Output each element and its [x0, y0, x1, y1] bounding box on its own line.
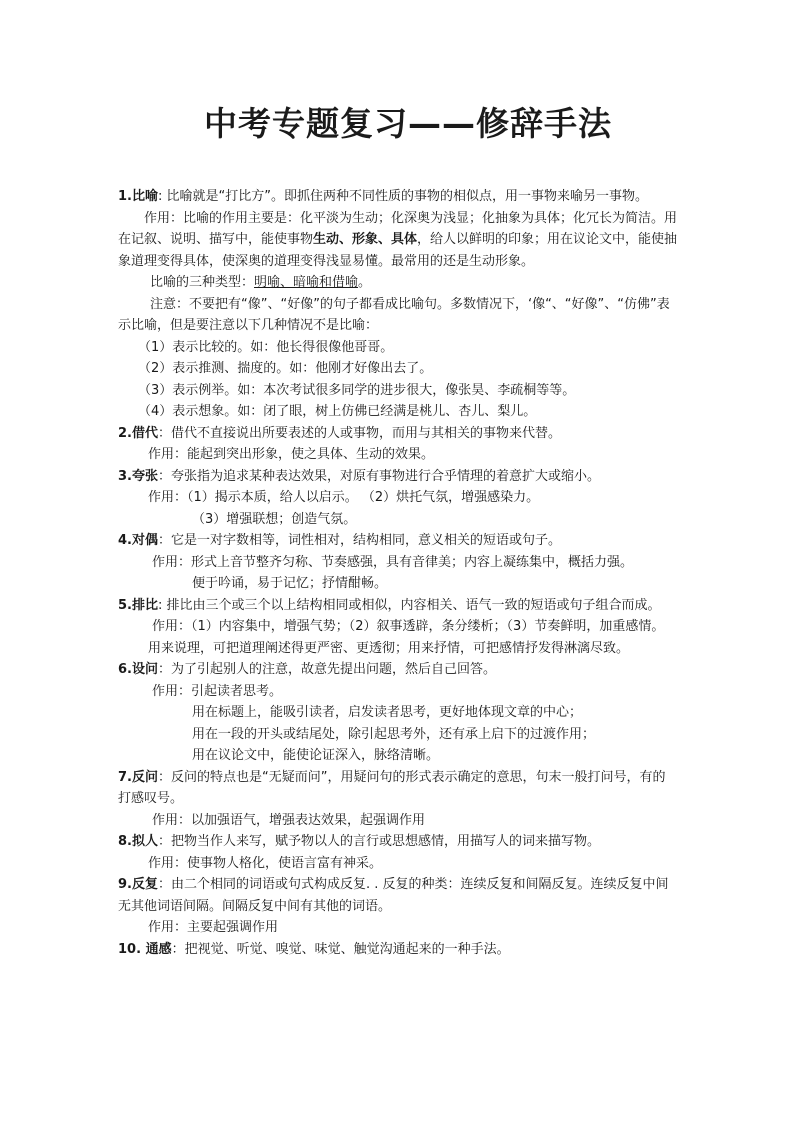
function-item: 用在议论文中，能使论证深入，脉络清晰。 [192, 748, 440, 763]
section-6-function: 作用：引起读者思考。 [152, 683, 283, 699]
section-number: 7. [118, 769, 132, 785]
section-number: 5. [118, 597, 132, 613]
section-definition: ：把物当作人来写，赋予物以人的言行或思想感情，用描写人的词来描写物。 [158, 834, 601, 849]
section-1-function [118, 208, 678, 273]
section-number: 9. [118, 877, 132, 892]
section-term: 借代 [131, 425, 158, 441]
section-number: 10. [118, 941, 146, 957]
section-number: 2. [118, 425, 132, 441]
section-number: 4. [118, 533, 132, 548]
section-term: 比喻 [131, 189, 158, 204]
section-9-definition [118, 874, 678, 917]
case-item: （3）表示例举。如：本次考试很多同学的进步很大，像张昊、李疏桐等等。 [138, 382, 576, 398]
section-term: 反复 [131, 877, 158, 892]
section-term: 设问 [131, 662, 158, 677]
section-8-definition [118, 831, 678, 853]
section-term: 反问 [131, 769, 158, 785]
section-number: 3. [118, 468, 132, 484]
function-item: 用在一段的开头或结尾处，除引起思考外，还有承上启下的过渡作用； [192, 726, 596, 742]
function-item: 用在标题上，能吸引读者，启发读者思考，更好地体现文章的中心； [192, 705, 583, 720]
section-5-definition [118, 595, 678, 617]
section-number: 1. [118, 189, 132, 204]
case-item: （4）表示想象。如：闭了眼，树上仿佛已经满是桃儿、杏儿、梨儿。 [138, 404, 537, 419]
section-1-definition [118, 186, 678, 208]
case-item: （1）表示比较的。如：他长得很像他哥哥。 [138, 339, 394, 355]
section-definition: ：为了引起别人的注意，故意先提出问题，然后自己回答。 [158, 662, 497, 677]
section-10-definition [118, 939, 678, 961]
section-4-function-2: 便于吟诵，易于记忆；抒情酣畅。 [192, 576, 388, 591]
section-2-definition [118, 423, 678, 445]
function-text-continued: ，给人以鲜明的印象；用在议论文中，能使抽象道理变得具体，使深奥的道理变得浅显易懂。最常用的还是生动形象。 [118, 232, 678, 269]
section-5-extra: 用来说理，可把道理阐述得更严密、更透彻；用来抒情，可把感情抒发得淋漓尽致。 [148, 640, 630, 656]
page-title: 中考专题复习——修辞手法 [204, 104, 612, 143]
section-2-function: 作用：能起到突出形象，使之具体、生动的效果。 [148, 447, 435, 462]
section-9-function: 作用：主要起强调作用 [148, 920, 279, 935]
section-7-definition [118, 767, 678, 810]
types-value: 明喻、暗喻和借喻 [254, 275, 359, 290]
section-term: 通感 [145, 941, 172, 957]
section-7-function: 作用：以加强语气，增强表达效果，起强调作用 [152, 812, 426, 828]
section-definition: ：夸张指为追求某种表达效果，对原有事物进行合乎情理的着意扩大或缩小。 [158, 468, 601, 484]
section-3-function-1: 作用：（1）揭示本质，给人以启示。 （2）烘托气氛，增强感染力。 [148, 490, 540, 505]
document-page [118, 100, 678, 960]
section-definition: ：反问的特点也是“无疑而问”，用疑问句的形式表示确定的意思，句末一般打问号，有的打感叹号。 [118, 769, 666, 806]
function-emphasis: 生动、形象、具体 [313, 232, 418, 247]
section-3-definition [118, 466, 678, 488]
section-8-function: 作用：使事物人格化，使语言富有神采。 [148, 855, 383, 871]
section-3-function-2: （3）增强联想；创造气氛。 [192, 511, 357, 527]
case-item: （2）表示推测、揣度的。如：他刚才好像出去了。 [138, 361, 433, 376]
section-definition: ：借代不直接说出所要表述的人或事物，而用与其相关的事物来代替。 [158, 425, 562, 441]
types-end: 。 [358, 275, 372, 290]
section-term: 对偶 [131, 533, 158, 548]
section-4-function-1: 作用：形式上音节整齐匀称、节奏感强，具有音律美；内容上凝练集中，概括力强。 [152, 554, 634, 570]
section-1-types [118, 272, 678, 294]
section-4-definition [118, 530, 678, 552]
section-6-definition [118, 659, 678, 681]
section-5-function: 作用：（1）内容集中，增强气势；（2）叙事透辟，条分缕析；（3）节奏鲜明，加重感情。 [152, 619, 665, 634]
section-term: 排比 [131, 597, 158, 613]
section-term: 拟人 [131, 834, 158, 849]
section-definition: : 比喻就是“打比方”。即抓住两种不同性质的事物的相似点，用一事物来喻另一事物。 [158, 189, 648, 204]
section-definition: ：由二个相同的词语或句式构成反复. . 反复的种类：连续反复和间隔反复。连续反复中间无其他词语间隔。间隔反复中间有其他的词语。 [118, 877, 669, 914]
section-definition: ：它是一对字数相等，词性相对，结构相同，意义相关的短语或句子。 [158, 533, 562, 548]
section-term: 夸张 [131, 468, 158, 484]
section-1-note: 注意：不要把有“像”、“好像”的句子都看成比喻句。多数情况下，‘像“、“好像”、“仿佛”表示比喻，但是要注意以下几种情况不是比喻： [118, 296, 670, 333]
section-number: 6. [118, 662, 132, 677]
types-label: 比喻的三种类型： [150, 275, 255, 290]
section-definition: : 排比由三个或三个以上结构相同或相似，内容相关、语气一致的短语或句子组合而成。 [158, 597, 661, 613]
function-text: 作用：比喻的作用主要是：化平淡为生动；化深奥为浅显；化抽象为具体；化冗长为简洁。用在记叙、说明、描写中，能使事物 [118, 210, 678, 247]
section-number: 8. [118, 834, 132, 849]
section-definition: ：把视觉、听觉、嗅觉、味觉、触觉沟通起来的一种手法。 [171, 941, 510, 957]
